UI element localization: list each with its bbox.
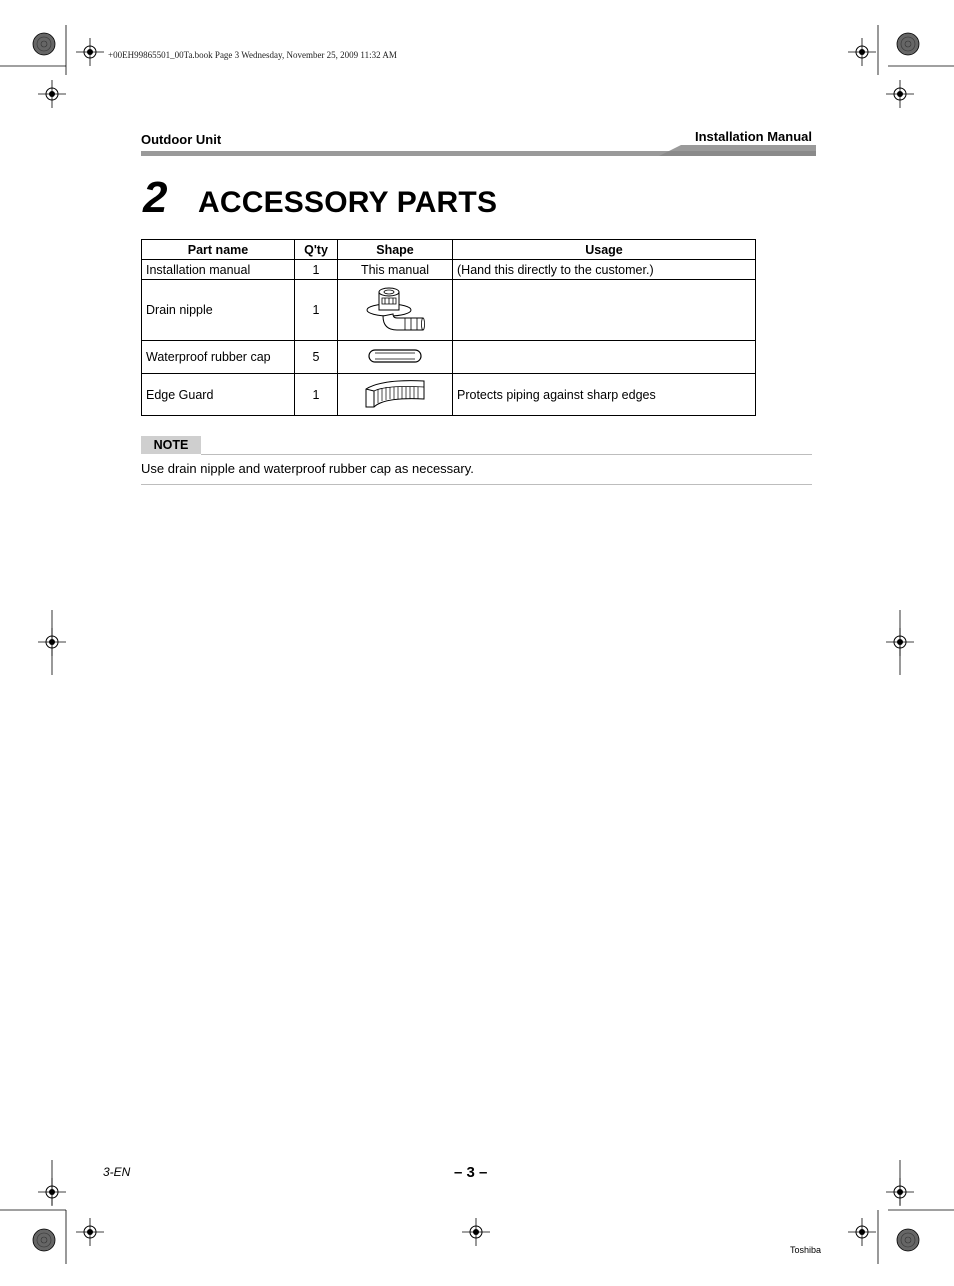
- table-row: [142, 260, 756, 280]
- accessory-parts-table: [141, 239, 756, 416]
- part-qty: 1: [295, 374, 338, 416]
- part-qty: 1: [295, 260, 338, 280]
- part-qty: 1: [295, 280, 338, 341]
- part-usage: [453, 280, 756, 341]
- col-usage: Usage: [453, 240, 756, 260]
- part-usage: [453, 341, 756, 374]
- header-left: Outdoor Unit: [141, 132, 222, 147]
- rubber-cap-icon: [367, 347, 423, 365]
- note-divider-top: [201, 454, 812, 455]
- col-qty: Q'ty: [295, 240, 338, 260]
- part-shape: [338, 280, 453, 341]
- footer-brand: Toshiba: [790, 1245, 822, 1255]
- part-usage: Protects piping against sharp edges: [453, 374, 756, 416]
- note-divider-bottom: [141, 484, 812, 485]
- edge-guard-icon: [362, 377, 428, 409]
- part-name: Installation manual: [142, 260, 295, 280]
- col-part-name: Part name: [142, 240, 295, 260]
- part-shape: [338, 374, 453, 416]
- part-shape: This manual: [338, 260, 453, 280]
- footer-page-code: 3-EN: [103, 1165, 131, 1179]
- col-shape: Shape: [338, 240, 453, 260]
- part-shape: [338, 341, 453, 374]
- footer-page-number: – 3 –: [454, 1164, 488, 1181]
- header-right: Installation Manual: [694, 129, 812, 144]
- part-qty: 5: [295, 341, 338, 374]
- file-info: +00EH99865501_00Ta.book Page 3 Wednesday, November 25, 2009 11:32 AM: [108, 50, 397, 60]
- part-usage: (Hand this directly to the customer.): [453, 260, 756, 280]
- section-number: 2: [143, 173, 168, 222]
- table-row: [142, 280, 756, 341]
- table-header-row: [142, 240, 756, 260]
- part-name: Edge Guard: [142, 374, 295, 416]
- note-label: NOTE: [141, 436, 201, 454]
- section-title: ACCESSORY PARTS: [198, 186, 498, 219]
- note-text: Use drain nipple and waterproof rubber cap as necessary.: [141, 461, 474, 476]
- table-row: [142, 374, 756, 416]
- part-name: Waterproof rubber cap: [142, 341, 295, 374]
- drain-nipple-icon: [365, 286, 425, 332]
- header-bar: [141, 145, 816, 157]
- table-row: [142, 341, 756, 374]
- part-name: Drain nipple: [142, 280, 295, 341]
